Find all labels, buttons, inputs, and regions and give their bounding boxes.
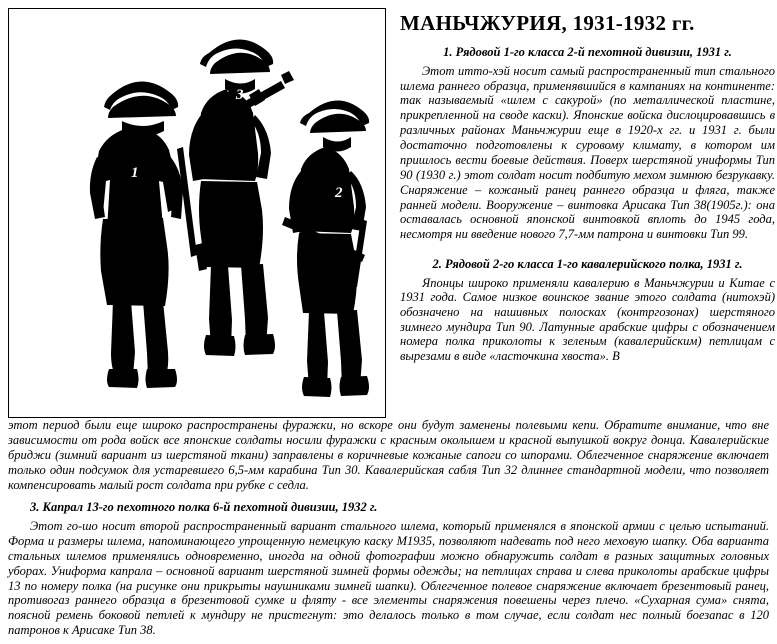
figure-label-2: 2 xyxy=(335,185,343,201)
illustration-plate xyxy=(8,8,386,418)
section-3-paragraph: Этот го-шо носит второй распространенный вариант стального шлема, который применялся в японской армии с целью испытаний. Форма и размеры шлема, напоминающего упрощенную немецкую каску М1935, позволяют надевать под него меховую шапку. Оба варианта стальных шлемов применялись одновременно, иногда на одной фотографии можно обнаружить солдат в разных защитных головных уборах. Униформа капрала – основной вариант шерстяной зимней формы одежды; на петлицах справа и слева приколоты арабские цифры 13 по номеру полка (на рисунке они прикрыты наушниками зимней шапки). Облегченное полевое снаряжение включает брезентовый ранец, противогаз раннего образца в брезентовой сумке и фляту - все элементы снаряжения повешены через плечо. «Сухарная сума» снята, поясной ремень боковой петлей к мундиру не пристегнут: это делалось только в том случае, если солдат нес полный боезапас в 120 патронов к Арисаке Тип 38. xyxy=(8,519,769,638)
spacer xyxy=(400,244,775,255)
section-2-heading: 2. Рядовой 2-го класса 1-го кавалерийского полка, 1931 г. xyxy=(432,257,743,272)
section-1-paragraph: Этот итто-хэй носит самый распространенный тип стального шлема раннего образца, применявшийся в кампаниях на континенте: так называемый «шлем с сакурой» (по металлической пластине, прикрепленной на своде каски). Японские войска дислоцировавшись в различных районах Маньчжурии еще в 1920-х гг. и 1931 г. были достаточно подготовлены к суровому климату, в котором им пришлось вести боевые действия. Поверх шерстяной униформы Тип 90 (1930 г.) этот солдат носит подбитую мехом зимнюю безрукавку. Снаряжение – кожаный ранец раннего образца и фляга, также ранней модели. Вооружение – винтовка Арисака Тип 38(1905г.): она оставалась основной японской винтовкой вплоть до 1945 года, несмотря ни введение нового 7,7-мм патрона и винтовки Тип 99. xyxy=(400,63,775,242)
figure-label-1: 1 xyxy=(131,165,139,181)
page-title: МАНЬЧЖУРИЯ, 1931-1932 гг. xyxy=(400,11,695,35)
section-2-paragraph: Японцы широко применяли кавалерию в Маньчжурии и Китае с 1931 года. Самое низкое воинское звание этого солдата (нитохэй) обозначено на нашивных полосках (контргозонах) шерстяного зимнего мундира Тип 90. Латунные арабские цифры с обозначением номера полка приколоты к зеленым (кавалерийским) петлицам с вырезами в виде «ласточкина хвоста». В xyxy=(400,275,775,363)
figure-label-3: 3 xyxy=(236,87,244,103)
right-column xyxy=(400,12,775,364)
soldier-silhouettes-icon xyxy=(9,9,385,417)
section-3-heading: 3. Капрал 13-го пехотного полка 6-й пехотной дивизии, 1932 г. xyxy=(30,500,378,515)
section-2-continuation: этот период были еще широко распространены фуражки, но вскоре они будут заменены полевыми кепи. Обратите внимание, что вне зависимости от рода войск все японские солдаты носили фуражки с красным околышем и красной выпушкой вокруг донца. Кавалерийские бриджи (зимний вариант из шерстяной ткани) заправлены в коричневые кожаные сапоги со шпорами. Облегченное снаряжение включает только один подсумок для устаревшего 6,5-мм карабина Тип 30. Кавалерийская сабля Тип 32 длиннее стандартной модели, что позволяет компенсировать малый рост солдата при рубке с седла. xyxy=(8,418,769,492)
section-1-heading: 1. Рядовой 1-го класса 2-й пехотной дивизии, 1931 г. xyxy=(443,45,732,60)
continuation-block xyxy=(0,418,777,638)
